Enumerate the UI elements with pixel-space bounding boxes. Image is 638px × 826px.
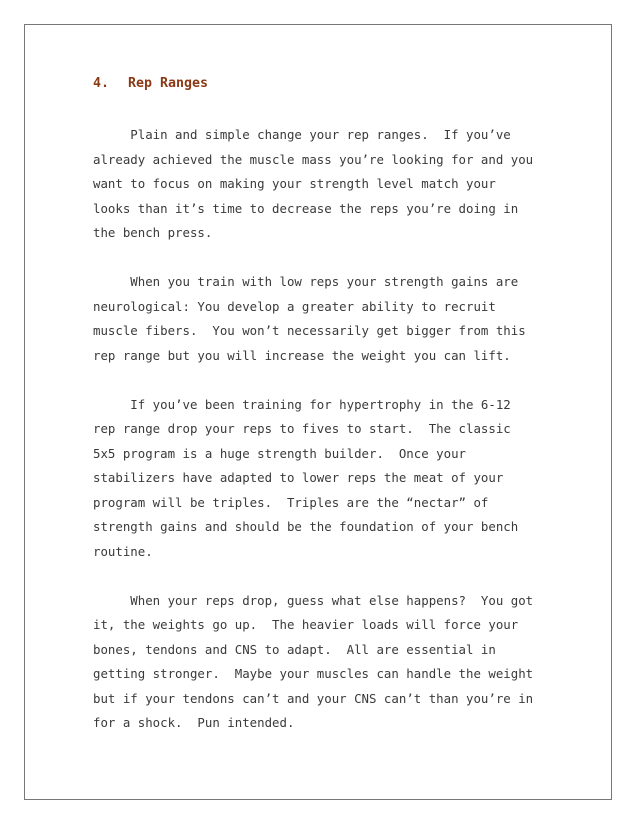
paragraph-line: stabilizers have adapted to lower reps the meat of your: [93, 470, 504, 485]
paragraph-line: strength gains and should be the foundation of your bench: [93, 519, 519, 534]
paragraph-line: rep range drop your reps to fives to start. The classic: [93, 421, 511, 436]
paragraph-line: If you’ve been training for hypertrophy in the 6-12: [93, 396, 511, 412]
paragraph-line: the bench press.: [93, 225, 213, 240]
paragraph-line: When your reps drop, guess what else happens? You got: [93, 592, 534, 608]
paragraph-line: 5x5 program is a huge strength builder. Once your: [93, 445, 466, 461]
paragraph-line: routine.: [93, 543, 153, 559]
section-number: 4.: [93, 76, 110, 91]
paragraph-line: muscle fibers. You won’t necessarily get bigger from this: [93, 323, 526, 338]
paragraph-line: Plain and simple change your rep ranges. If you’ve: [93, 127, 511, 142]
paragraph-line: for a shock. Pun intended.: [93, 715, 295, 730]
section-title: Rep Ranges: [128, 76, 209, 91]
paragraph-line: program will be triples. Triples are the “nectar” of: [93, 494, 489, 510]
section-heading: [93, 74, 553, 94]
paragraph-line: already achieved the muscle mass you’re looking for and you: [93, 151, 534, 167]
document-body: [93, 74, 553, 736]
paragraph-line: but if your tendons can’t and your CNS can’t than you’re in: [93, 690, 534, 706]
paragraph-line: getting stronger. Maybe your muscles can handle the weight: [93, 666, 534, 681]
paragraph: [93, 123, 553, 246]
paragraph: [93, 393, 553, 565]
paragraph-line: bones, tendons and CNS to adapt. All are essential in: [93, 641, 496, 657]
paragraph-line: neurological: You develop a greater ability to recruit: [93, 298, 496, 314]
paragraph-line: want to focus on making your strength level match your: [93, 176, 496, 191]
paragraph-line: it, the weights go up. The heavier loads will force your: [93, 617, 519, 632]
paragraph-line: rep range but you will increase the weight you can lift.: [93, 347, 511, 363]
paragraph-line: When you train with low reps your strength gains are: [93, 274, 519, 289]
paragraph: [93, 270, 553, 368]
paragraph-line: looks than it’s time to decrease the reps you’re doing in: [93, 200, 519, 216]
paragraph: [93, 589, 553, 736]
